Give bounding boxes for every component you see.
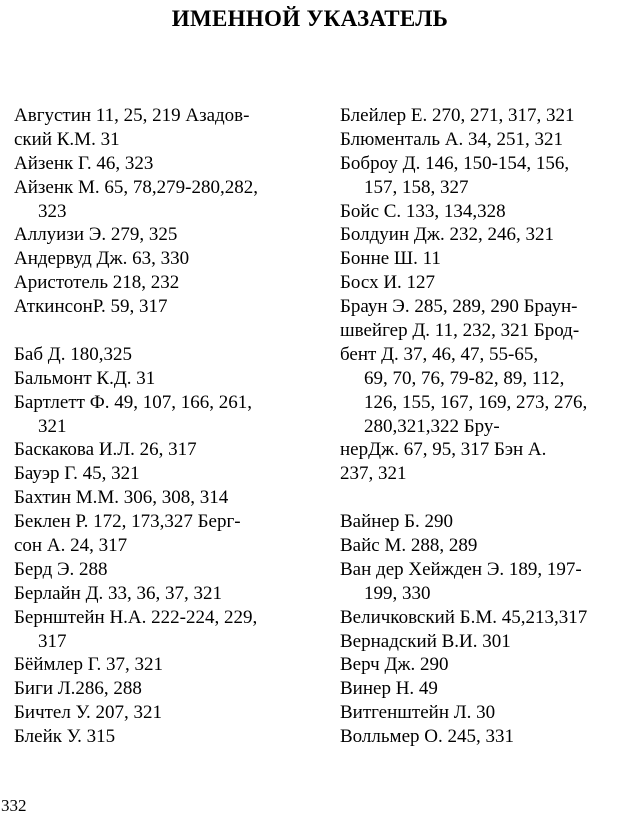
index-entry-line: Бахтин М.М. 306, 308, 314	[14, 487, 229, 509]
index-entry-line: Блейлер Е. 270, 271, 317, 321	[340, 105, 575, 126]
index-entry-line: Вернадский В.И. 301	[340, 630, 511, 652]
index-entry-line: Бёймлер Г. 37, 321	[14, 654, 164, 676]
index-entry-line: Бернштейн Н.А. 222-224, 229,	[14, 606, 258, 628]
index-entry-line: Беклен Р. 172, 173,327 Берг-	[14, 511, 241, 533]
index-entry-line: Боброу Д. 146, 150-154, 156,	[340, 152, 570, 174]
page-title: ИМЕННОЙ УКАЗАТЕЛЬ	[171, 6, 449, 31]
index-entry-line: Бауэр Г. 45, 321	[14, 463, 140, 485]
index-column-left	[14, 104, 304, 749]
section-gap	[14, 319, 304, 343]
index-entry-line: ский К.М. 31	[14, 128, 120, 150]
index-entry-line: Блюменталь А. 34, 251, 321	[340, 128, 563, 150]
index-entry-line: Величковский Б.М. 45,213,317	[340, 606, 588, 628]
section-gap	[340, 486, 616, 510]
index-entry-line: Верч Дж. 290	[340, 654, 449, 676]
index-entry-line: Бальмонт К.Д. 31	[14, 367, 156, 389]
index-entry-line: Аллуизи Э. 279, 325	[14, 224, 178, 246]
index-entry-line: Витгенштейн Л. 30	[340, 702, 496, 724]
index-entry-line: 323	[38, 200, 67, 222]
index-entry-line: нерДж. 67, 95, 317 Бэн А.	[340, 439, 547, 461]
index-column-right	[340, 104, 616, 749]
index-entry-line: 157, 158, 327	[364, 176, 469, 198]
index-entry-line: Августин 11, 25, 219 Азадов-	[14, 105, 250, 126]
index-entry-line: Волльмер О. 245, 331	[340, 726, 514, 748]
index-entry-line: Аристотель 218, 232	[14, 272, 180, 294]
index-entry-line: Баб Д. 180,325	[14, 343, 132, 365]
index-entry-line: Вайнер Б. 290	[340, 511, 454, 533]
index-entry-line: 69, 70, 76, 79-82, 89, 112,	[364, 367, 565, 389]
index-entry-line: Айзенк Г. 46, 323	[14, 152, 154, 174]
index-entry-line: сон А. 24, 317	[14, 535, 128, 557]
index-entry-line: Бойс С. 133, 134,328	[340, 200, 506, 222]
index-entry-line: Бонне Ш. 11	[340, 248, 441, 270]
index-entry-line: Андервуд Дж. 63, 330	[14, 248, 190, 270]
index-entry-line: Биги Л.286, 288	[14, 678, 142, 700]
index-entry-line: 317	[38, 630, 67, 652]
page-number: 332	[1, 796, 27, 815]
index-entry-line: Айзенк М. 65, 78,279-280,282,	[14, 176, 258, 198]
index-entry-line: 199, 330	[364, 582, 431, 604]
index-entry-line: Бичтел У. 207, 321	[14, 702, 162, 724]
index-entry-line: 280,321,322 Бру-	[364, 415, 500, 437]
index-entry-line: Вайс М. 288, 289	[340, 535, 478, 557]
index-entry-line: Болдуин Дж. 232, 246, 321	[340, 224, 554, 246]
index-entry-line: 237, 321	[340, 463, 407, 485]
index-entry-line: 321	[38, 415, 67, 437]
index-entry-line: Босх И. 127	[340, 272, 436, 294]
index-entry-line: Ван дер Хейжден Э. 189, 197-	[340, 558, 582, 580]
index-entry-line: Браун Э. 285, 289, 290 Браун-	[340, 296, 578, 318]
index-entry-line: Бартлетт Ф. 49, 107, 166, 261,	[14, 391, 252, 413]
index-entry-line: 126, 155, 167, 169, 273, 276,	[364, 391, 588, 413]
index-entry-line: Винер Н. 49	[340, 678, 438, 700]
index-entry-line: АткинсонР. 59, 317	[14, 296, 168, 318]
index-entry-line: Баскакова И.Л. 26, 317	[14, 439, 197, 461]
index-entry-line: швейгер Д. 11, 232, 321 Брод-	[340, 320, 580, 342]
index-entry-line: Берлайн Д. 33, 36, 37, 321	[14, 582, 223, 604]
index-entry-line: Блейк У. 315	[14, 726, 116, 748]
index-entry-line: Берд Э. 288	[14, 558, 108, 580]
index-entry-line: бент Д. 37, 46, 47, 55-65,	[340, 343, 539, 365]
